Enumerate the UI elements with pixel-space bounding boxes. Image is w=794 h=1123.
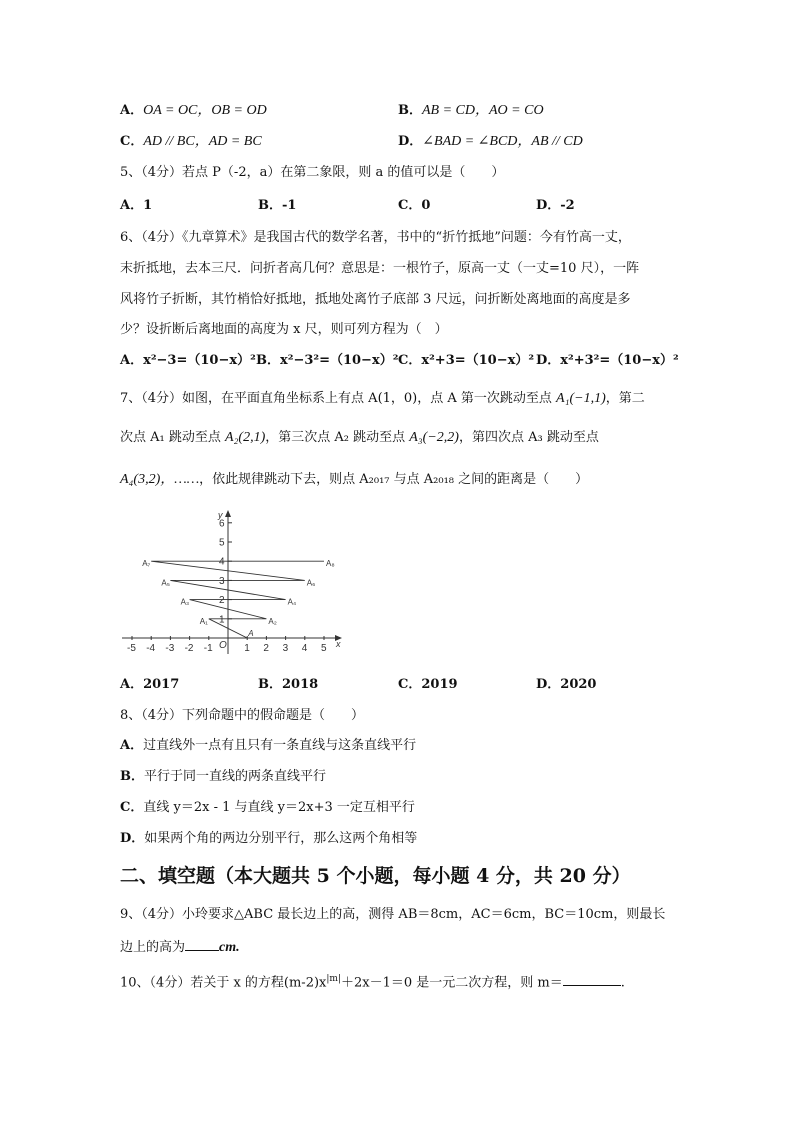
option-label: C． <box>398 198 422 213</box>
q10-text: 10、（4分）若关于 x 的方程(m-2)x <box>120 975 327 991</box>
option-label: A． <box>120 103 144 118</box>
point-label: A₂ <box>268 616 277 626</box>
q8-stem: 8、（4分）下列命题中的假命题是（ ） <box>120 708 365 723</box>
option-label: C． <box>120 134 144 149</box>
q4-option-d <box>398 133 583 151</box>
q6-option-c <box>398 352 534 370</box>
q10-exponent: |m| <box>326 974 341 984</box>
q8-option-b <box>120 768 326 786</box>
x-tick-label: 2 <box>263 643 269 654</box>
q5-option-b <box>258 197 296 215</box>
x-tick-label: 5 <box>321 643 327 654</box>
x-tick-label: -3 <box>165 643 175 654</box>
q7-text: ，第三次点 A₂ 跳动至点 <box>265 430 410 445</box>
q5-option-a <box>120 197 152 215</box>
q9-unit: cm. <box>219 940 240 955</box>
point-label: A₃ <box>180 597 190 607</box>
jump-path <box>151 561 324 638</box>
q4-option-b <box>398 102 544 120</box>
y-tick-label: 5 <box>219 537 225 549</box>
option-text: OA = OC，OB = OD <box>143 103 267 118</box>
q10-line <box>120 970 625 992</box>
x-axis-label: x <box>336 639 341 649</box>
x-tick-label: 3 <box>282 643 289 654</box>
point-label: A₇ <box>142 559 151 569</box>
q7-point-a2: A₂(2,1) <box>225 430 266 445</box>
point-label: A₄ <box>287 597 297 607</box>
q7-option-a <box>120 676 179 694</box>
option-text: 2020 <box>560 677 597 692</box>
option-text: x²+3²=（10−x）² <box>560 353 679 368</box>
option-label: B． <box>258 198 282 213</box>
option-text: AD // BC，AD = BC <box>143 134 262 149</box>
option-label: D． <box>398 134 423 149</box>
option-label: B． <box>398 103 422 118</box>
q7-line-2 <box>120 429 599 447</box>
option-text: x²−3²=（10−x）² <box>280 353 399 368</box>
y-tick-label: 3 <box>219 575 225 587</box>
q7-point-a3: A₃(−2,2) <box>409 430 459 445</box>
section-heading: 二、填空题（本大题共 5 个小题，每小题 4 分，共 20 分） <box>120 865 631 887</box>
option-text: x²+3=（10−x）² <box>421 353 535 368</box>
option-text: 1 <box>143 198 153 213</box>
option-text: 2019 <box>421 677 458 692</box>
y-tick-label: 4 <box>219 556 225 568</box>
option-text: x²−3=（10−x）² <box>143 353 256 368</box>
x-tick-label: O <box>219 640 227 651</box>
q7-option-d <box>536 676 596 694</box>
q4-option-a <box>120 102 267 120</box>
option-label: A． <box>120 198 144 213</box>
option-label: C． <box>398 677 422 692</box>
q7-coordinate-figure <box>118 508 354 658</box>
point-label: A₈ <box>326 559 335 569</box>
q7-text: 7、（4分）如图，在平面直角坐标系上有点 A(1，0)，点 A 第一次跳动至点 <box>120 391 557 406</box>
answer-blank[interactable] <box>185 936 219 951</box>
option-label: C． <box>398 353 422 368</box>
q7-line-3 <box>120 471 588 489</box>
option-label: A． <box>120 353 144 368</box>
x-tick-label: -5 <box>127 643 136 654</box>
option-label: A． <box>120 738 144 753</box>
option-text: 过直线外一点有且只有一条直线与这条直线平行 <box>143 738 417 753</box>
q9-text: 边上的高为 <box>120 940 186 955</box>
option-label: A． <box>120 677 144 692</box>
q8-option-c <box>120 799 415 817</box>
q6-option-a <box>120 352 256 370</box>
q6-line-3: 风将竹子折断，其竹梢恰好抵地，抵地处离竹子底部 3 尺远，问折断处离地面的高度是多 <box>120 292 631 307</box>
option-text: 直线 y＝2x - 1 与直线 y＝2x+3 一定互相平行 <box>143 800 415 815</box>
y-axis-label: y <box>218 510 223 520</box>
point-label: A₆ <box>306 578 316 588</box>
q7-text: ，第四次点 A₃ 跳动至点 <box>458 430 599 445</box>
option-text: 平行于同一直线的两条直线平行 <box>144 769 327 784</box>
q5-option-c <box>398 197 430 215</box>
y-tick-label: 1 <box>219 614 225 626</box>
q9-line-2 <box>120 936 240 957</box>
y-axis-arrow <box>225 510 231 517</box>
x-tick-label: -1 <box>203 643 213 654</box>
option-text: 0 <box>421 198 431 213</box>
option-label: D． <box>536 353 561 368</box>
q5-stem: 5、（4分）若点 P（-2，a）在第二象限，则 a 的值可以是（ ） <box>120 165 505 180</box>
q6-line-4: 少？设折断后离地面的高度为 x 尺，则可列方程为（ ） <box>120 322 448 337</box>
option-label: C． <box>120 800 144 815</box>
option-label: B． <box>258 677 282 692</box>
q6-option-b <box>256 352 398 370</box>
x-tick-label: 1 <box>244 643 250 654</box>
x-tick-label: -4 <box>146 643 156 654</box>
q7-line-1 <box>120 390 645 408</box>
q10-text: . <box>620 975 625 991</box>
x-tick-label: 4 <box>301 643 308 654</box>
option-text: -1 <box>282 198 297 213</box>
q7-point-a1: A₁(−1,1) <box>556 391 606 406</box>
x-tick-label: -2 <box>184 643 194 654</box>
q7-text: 次点 A₁ 跳动至点 <box>120 430 225 445</box>
option-text: AB = CD，AO = CO <box>422 103 544 118</box>
option-label: D． <box>536 677 561 692</box>
q7-option-b <box>258 676 318 694</box>
answer-blank[interactable] <box>563 971 621 986</box>
option-text: 2017 <box>143 677 180 692</box>
option-text: 2018 <box>282 677 319 692</box>
q4-option-c <box>120 133 262 151</box>
q6-line-2: 末折抵地，去本三尺．问折者高几何？意思是：一根竹子，原高一丈（一丈=10 尺），一阵 <box>120 261 640 276</box>
option-label: B． <box>120 769 144 784</box>
option-text: ∠BAD = ∠BCD，AB // CD <box>422 134 583 149</box>
option-label: B． <box>256 353 280 368</box>
q8-option-a <box>120 737 416 755</box>
q7-text: ，依此规律跳动下去，则点 A₂₀₁₇ 与点 A₂₀₁₈ 之间的距离是（ ） <box>199 472 589 487</box>
q6-option-d <box>536 352 679 370</box>
q8-option-d <box>120 830 417 848</box>
option-text: 如果两个角的两边分别平行，那么这两个角相等 <box>144 831 418 846</box>
q6-line-1: 6、（4分）《九章算术》是我国古代的数学名著，书中的“折竹抵地”问题：今有竹高一丈， <box>120 230 631 245</box>
point-label: A₅ <box>161 578 170 588</box>
option-text: -2 <box>560 198 575 213</box>
option-label: D． <box>120 831 145 846</box>
y-tick-label: 2 <box>219 595 225 607</box>
option-label: D． <box>536 198 561 213</box>
q7-text: ，第二 <box>605 391 645 406</box>
point-label: A₁ <box>199 616 208 626</box>
y-tick-label: 6 <box>219 518 225 530</box>
q7-option-c <box>398 676 458 694</box>
q10-text: ＋2x－1＝0 是一元二次方程，则 m＝ <box>341 975 563 991</box>
point-label: A <box>248 629 254 638</box>
q5-option-d <box>536 197 575 215</box>
q7-point-a4: A₄(3,2)，…… <box>120 472 200 487</box>
q9-line-1: 9、（4分）小玲要求△ABC 最长边上的高，测得 AB＝8cm，AC＝6cm，BC＝10cm，则最长 <box>120 907 666 922</box>
